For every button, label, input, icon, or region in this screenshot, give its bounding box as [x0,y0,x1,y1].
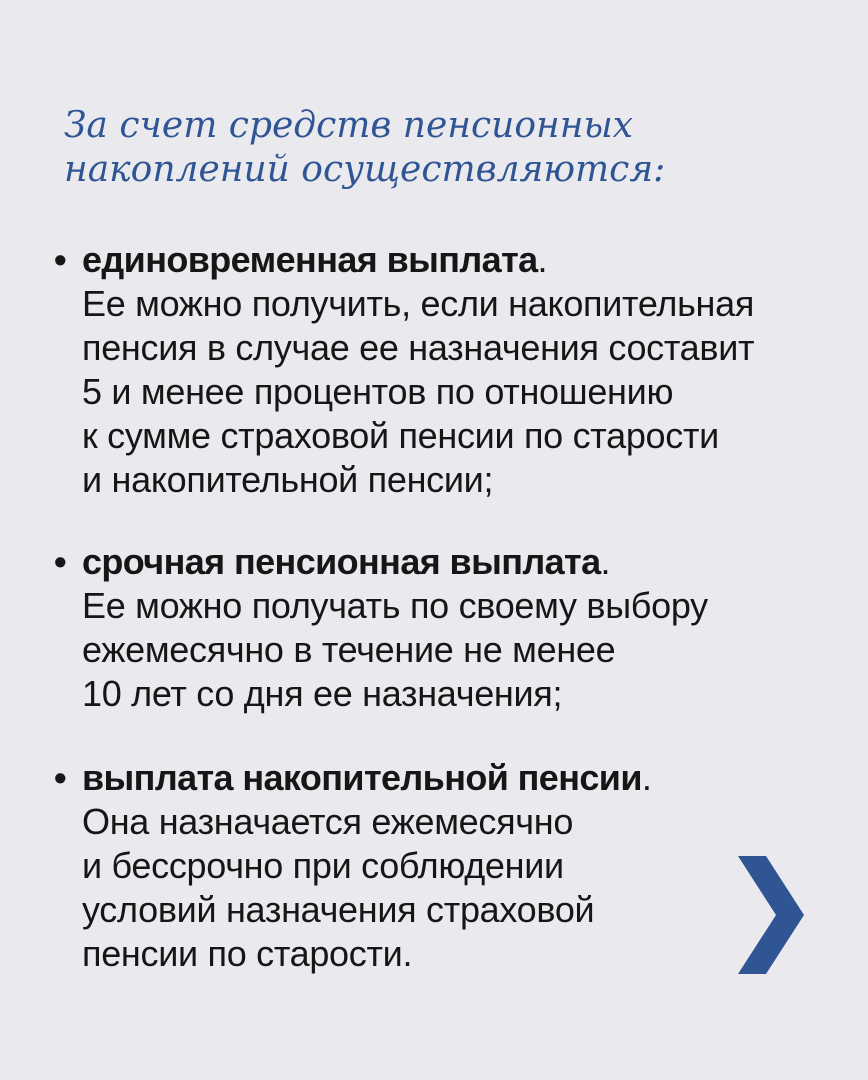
item-title-punct: . [641,757,652,798]
item-title-row [54,756,824,800]
heading-line: накоплений осуществляются: [64,149,666,190]
item-body-line: Ее можно получать по своему выбору [82,585,708,626]
item-title-row [54,540,824,584]
bullet-icon: • [54,757,67,798]
chevron-right-icon [738,856,804,974]
page-heading [64,104,784,192]
item-body-line: 10 лет со дня ее назначения; [82,673,563,714]
item-title-punct: . [600,541,611,582]
item-body-line: и бессрочно при соблюдении [82,845,564,886]
item-body-line: ежемесячно в течение не менее [82,629,616,670]
item-body-line: Она назначается ежемесячно [82,801,574,842]
bullet-icon: • [54,541,67,582]
item-body-line: пенсия в случае ее назначения составит [82,327,755,368]
list-item-fixed-term [54,540,824,716]
item-title-row [54,238,824,282]
item-body-line: условий назначения страховой [82,889,595,930]
item-title-punct: . [537,239,548,280]
heading-line: За счет средств пенсионных [64,105,634,146]
item-title: срочная пенсионная выплата [82,541,601,582]
item-body-line: Ее можно получить, если накопительная [82,283,755,324]
item-body-line: пенсии по старости. [82,933,413,974]
next-slide-button[interactable] [738,856,804,974]
list-item-lump-sum [54,238,824,502]
item-title: единовременная выплата [82,239,538,280]
item-body-line: 5 и менее процентов по отношению [82,371,674,412]
item-body-line: к сумме страховой пенсии по старости [82,415,719,456]
item-body-line: и накопительной пенсии; [82,459,494,500]
item-title: выплата накопительной пенсии [82,757,642,798]
list-item-funded-pension [54,756,824,976]
bullet-icon: • [54,239,67,280]
